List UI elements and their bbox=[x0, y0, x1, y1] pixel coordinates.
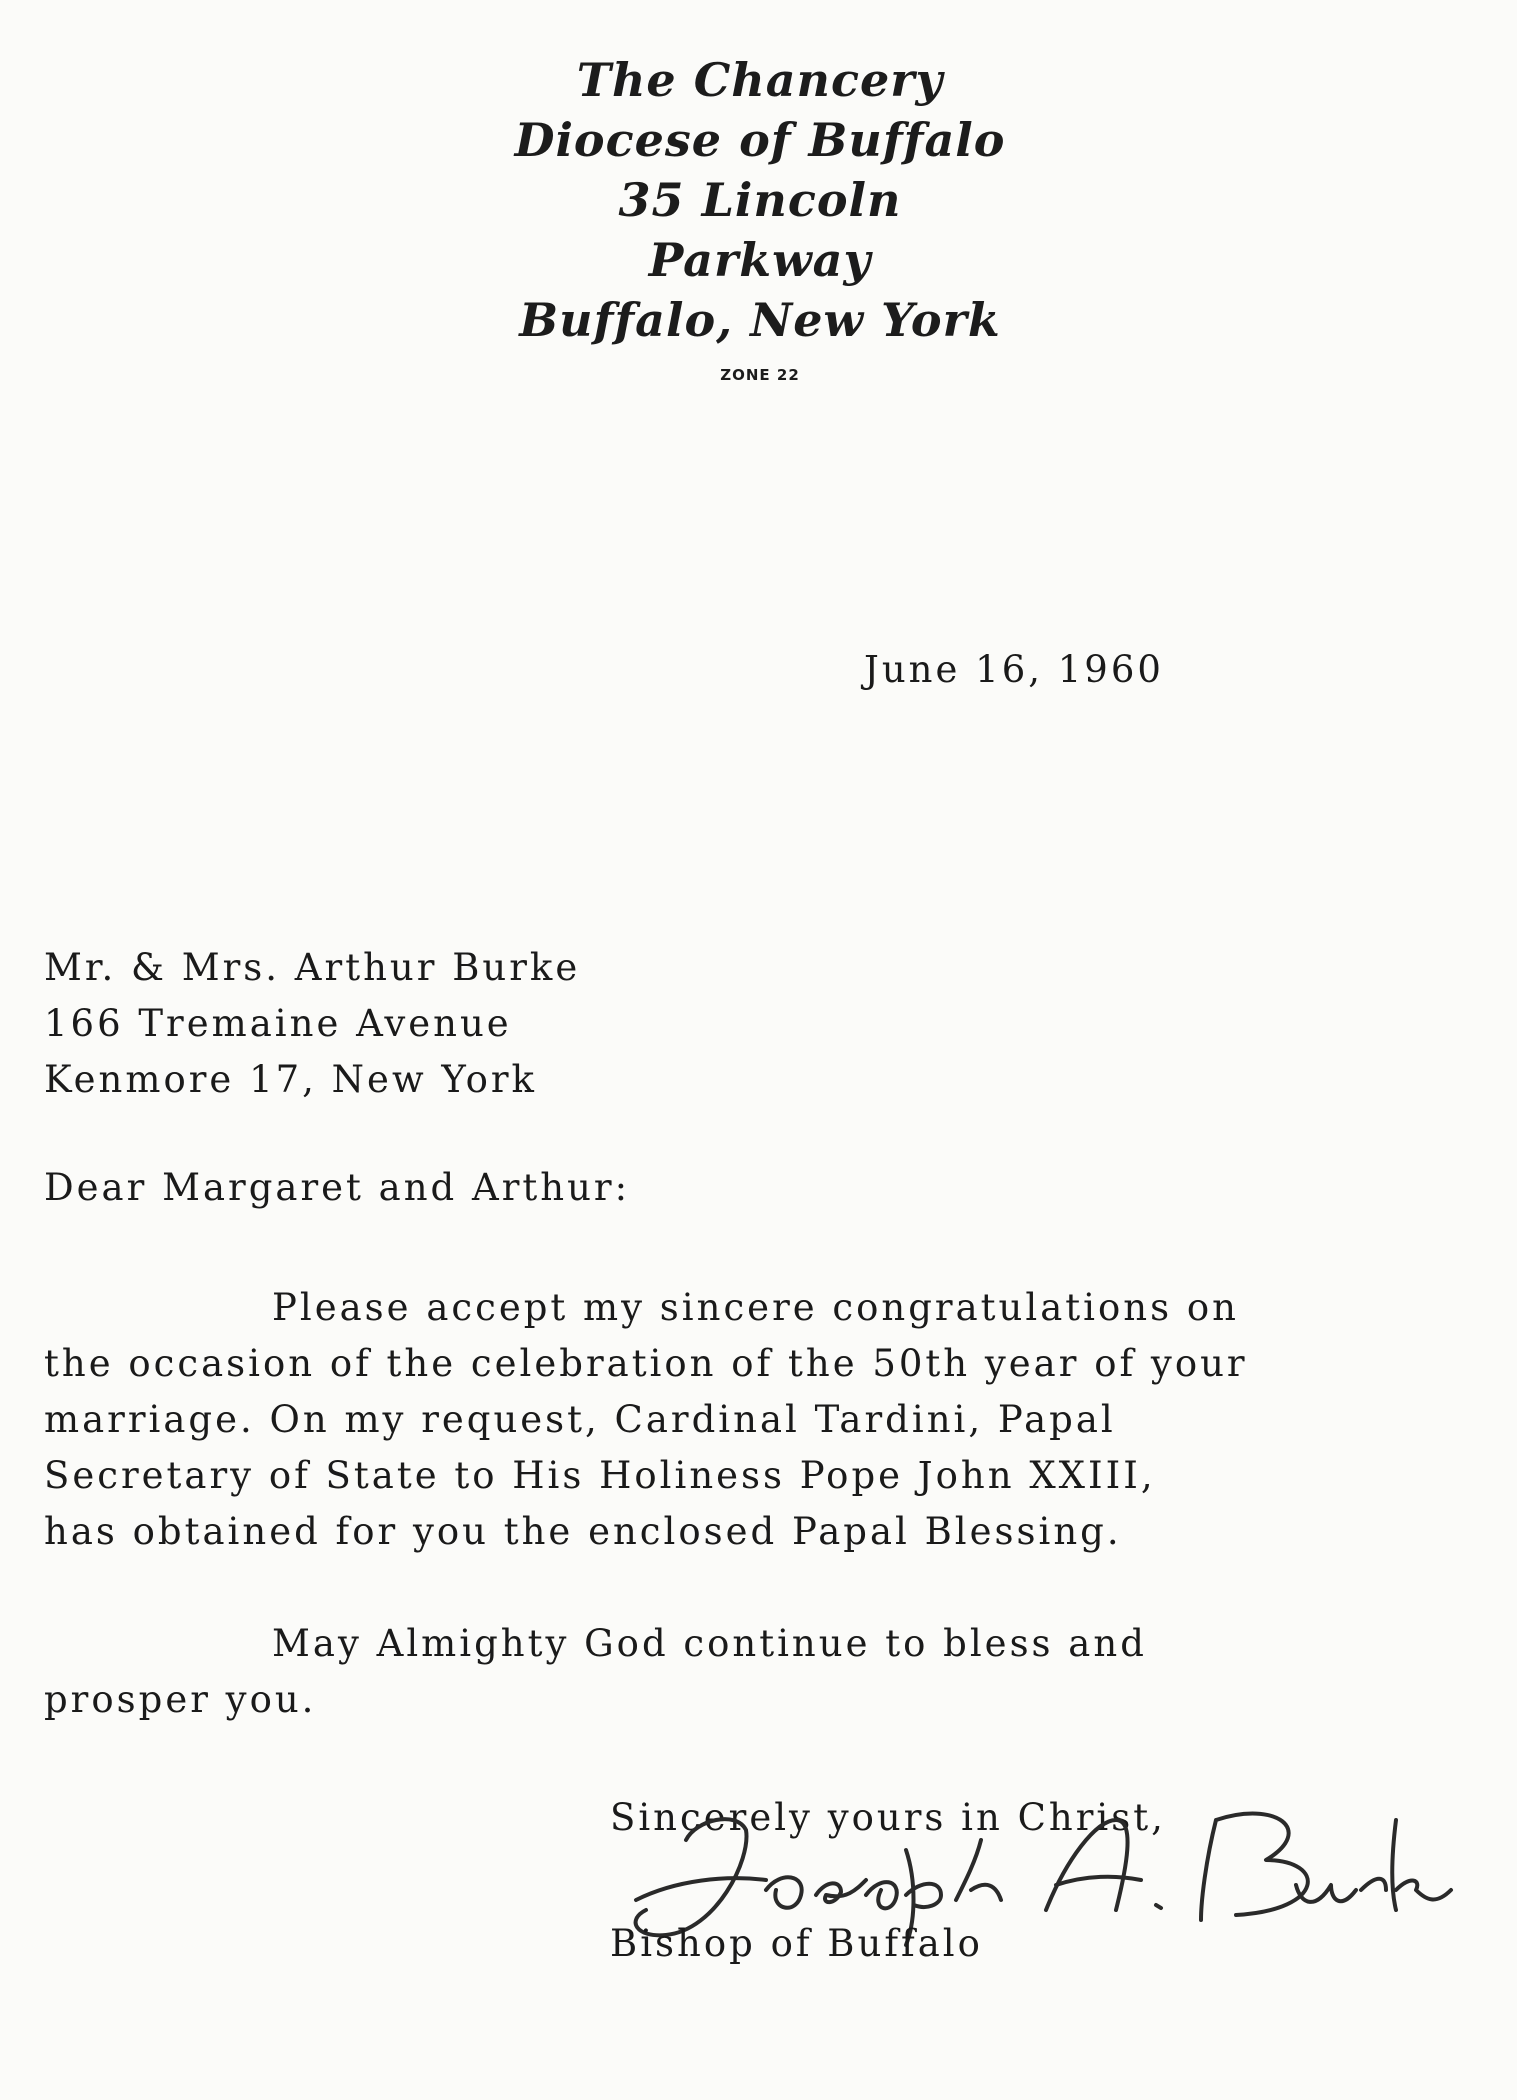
paragraph-line: the occasion of the celebration of the 50th year of your bbox=[44, 1342, 1248, 1385]
paragraph-line: prosper you. bbox=[44, 1678, 317, 1721]
paragraph-line: marriage. On my request, Cardinal Tardini, Papal bbox=[44, 1398, 1116, 1441]
recipient-city: Kenmore 17, New York bbox=[44, 1058, 537, 1101]
salutation: Dear Margaret and Arthur: bbox=[44, 1166, 631, 1209]
closing: Sincerely yours in Christ, bbox=[610, 1796, 1166, 1839]
paragraph-line: Secretary of State to His Holiness Pope John XXIII, bbox=[44, 1454, 1156, 1497]
paragraph-line: has obtained for you the enclosed Papal Blessing. bbox=[44, 1510, 1122, 1553]
signer-title: Bishop of Buffalo bbox=[610, 1922, 983, 1965]
paragraph-line: May Almighty God continue to bless and bbox=[272, 1622, 1147, 1665]
letterhead-city: Buffalo, New York bbox=[519, 293, 1001, 347]
paragraph-line: Please accept my sincere congratulations on bbox=[272, 1286, 1239, 1329]
letterhead-diocese: Diocese of Buffalo bbox=[514, 113, 1006, 167]
recipient-address bbox=[44, 940, 580, 1108]
recipient-name: Mr. & Mrs. Arthur Burke bbox=[44, 946, 581, 989]
body-paragraph-2 bbox=[44, 1616, 1147, 1728]
letter-date: June 16, 1960 bbox=[864, 648, 1164, 691]
body-paragraph-1 bbox=[44, 1280, 1248, 1560]
recipient-street: 166 Tremaine Avenue bbox=[44, 1002, 512, 1045]
letterhead-office: The Chancery bbox=[576, 53, 944, 107]
letterhead-zone: ZONE 22 bbox=[720, 366, 800, 384]
letterhead-street: 35 Lincoln Parkway bbox=[618, 173, 902, 287]
letterhead bbox=[500, 50, 1020, 384]
